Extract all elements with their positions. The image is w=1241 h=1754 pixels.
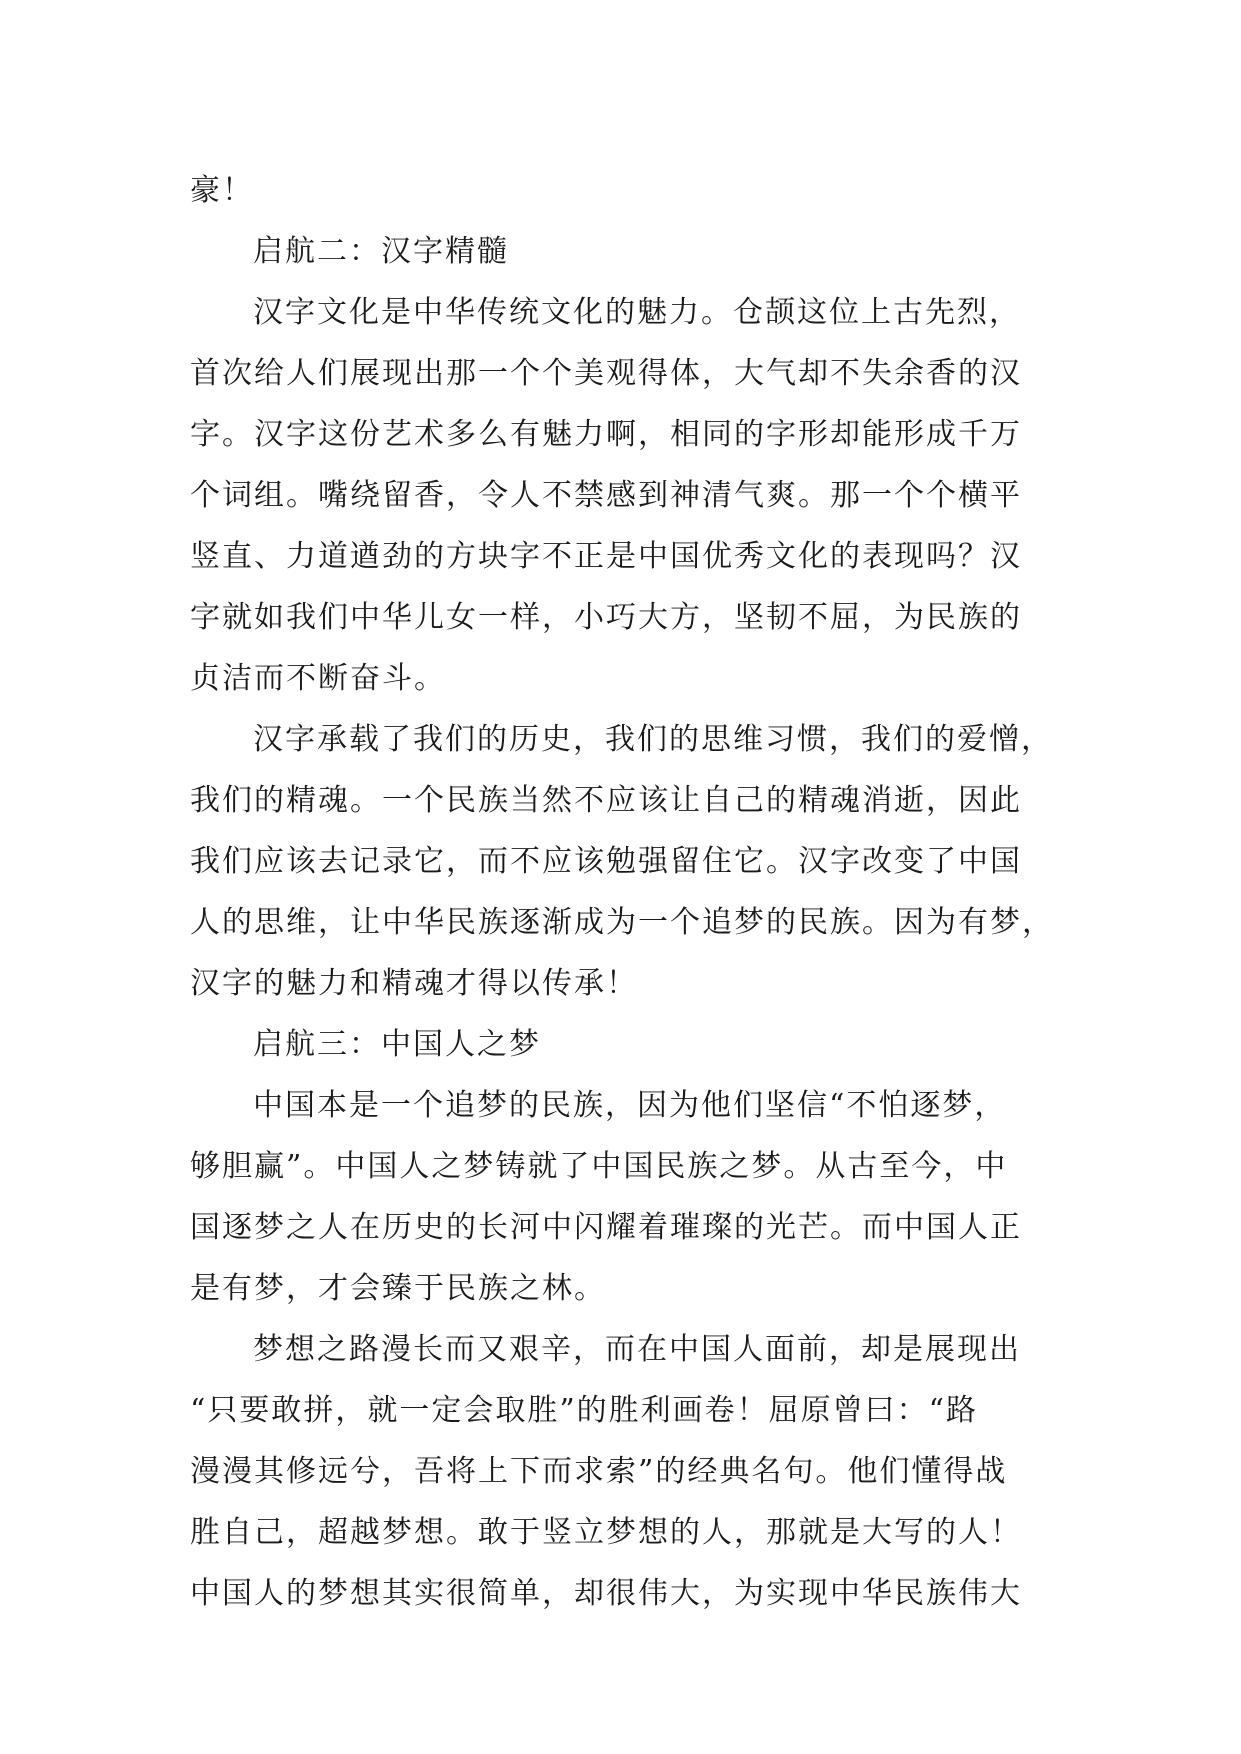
text-line: 胜自己，超越梦想。敢于竖立梦想的人，那就是大写的人！ xyxy=(190,1515,1022,1550)
text-line: 个词组。嘴绕留香，令人不禁感到神清气爽。那一个个横平 xyxy=(190,478,1022,513)
text-line: 我们应该去记录它，而不应该勉强留住它。汉字改变了中国 xyxy=(190,844,1022,879)
section-heading-2: 启航二：汉字精髓 xyxy=(253,234,509,269)
text-line: 漫漫其修远兮，吾将上下而求索”的经典名句。他们懂得战 xyxy=(190,1454,1008,1489)
text-line: 豪！ xyxy=(190,173,254,208)
text-line: 竖直、力道遒劲的方块字不正是中国优秀文化的表现吗？汉 xyxy=(190,539,1022,574)
text-line: 我们的精魂。一个民族当然不应该让自己的精魂消逝，因此 xyxy=(190,783,1022,818)
text-line: “只要敢拼，就一定会取胜”的胜利画卷！屈原曾曰：“路 xyxy=(190,1393,979,1428)
section-heading-3: 启航三：中国人之梦 xyxy=(253,1027,541,1062)
text-line: 中国本是一个追梦的民族，因为他们坚信“不怕逐梦， xyxy=(253,1088,1007,1123)
text-line: 是有梦，才会臻于民族之林。 xyxy=(190,1271,606,1306)
text-line: 汉字文化是中华传统文化的魅力。仓颉这位上古先烈， xyxy=(253,295,1021,330)
text-line: 字。汉字这份艺术多么有魅力啊，相同的字形却能形成千万 xyxy=(190,417,1022,452)
text-line: 首次给人们展现出那一个个美观得体，大气却不失余香的汉 xyxy=(190,356,1022,391)
text-line: 汉字承载了我们的历史，我们的思维习惯，我们的爱憎， xyxy=(253,722,1053,757)
document-body xyxy=(190,160,1054,1624)
text-line: 梦想之路漫长而又艰辛，而在中国人面前，却是展现出 xyxy=(253,1332,1021,1367)
text-line: 人的思维，让中华民族逐渐成为一个追梦的民族。因为有梦， xyxy=(190,905,1054,940)
text-line: 中国人的梦想其实很简单，却很伟大，为实现中华民族伟大 xyxy=(190,1576,1022,1611)
text-line: 汉字的魅力和精魂才得以传承！ xyxy=(190,966,638,1001)
text-line: 字就如我们中华儿女一样，小巧大方，坚韧不屈，为民族的 xyxy=(190,600,1022,635)
text-line: 国逐梦之人在历史的长河中闪耀着璀璨的光芒。而中国人正 xyxy=(190,1210,1022,1245)
text-line: 够胆赢”。中国人之梦铸就了中国民族之梦。从古至今，中 xyxy=(190,1149,1008,1184)
text-line: 贞洁而不断奋斗。 xyxy=(190,661,446,696)
